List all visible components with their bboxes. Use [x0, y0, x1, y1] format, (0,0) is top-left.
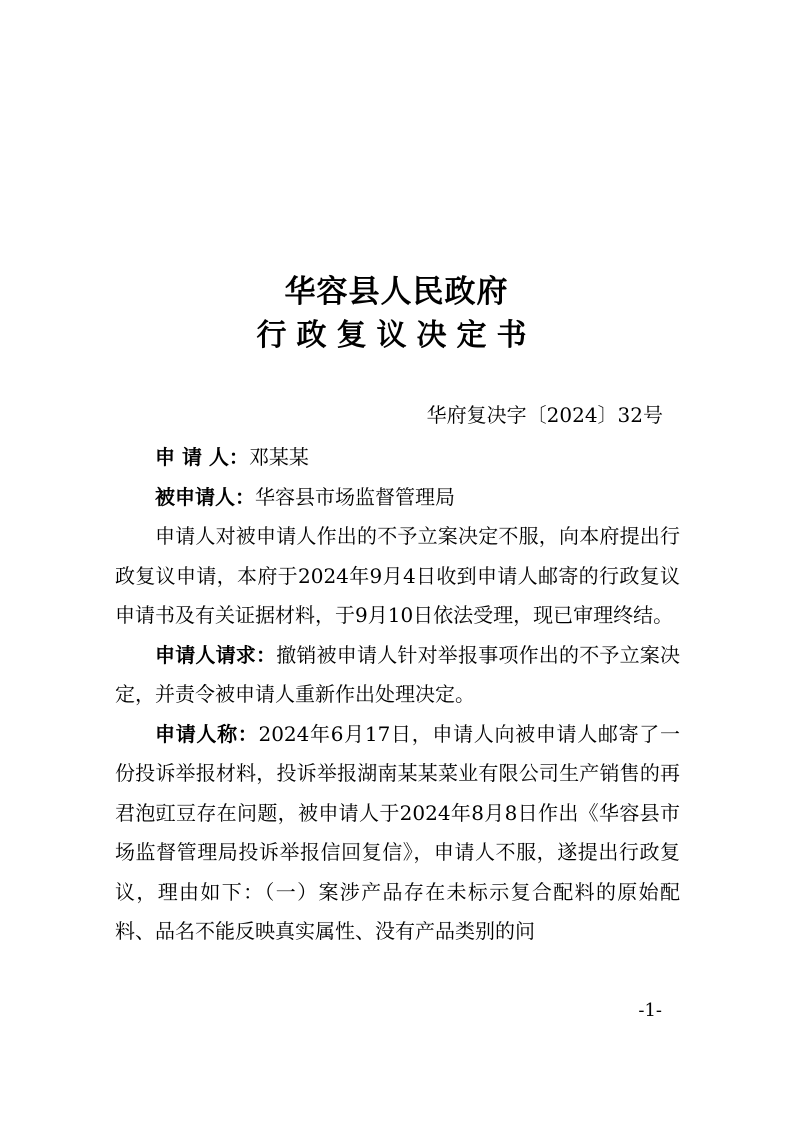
document-title-type: 行政复议决定书: [256, 318, 537, 353]
request-text: 撤销被申请人针对举报事项作出的不予立案决定，并责令被申请人重新作出处理决定。: [115, 642, 681, 706]
claim-paragraph: [115, 715, 680, 952]
applicant-label: 申 请 人：: [155, 445, 249, 469]
document-number: 华府复决字〔2024〕32号: [426, 403, 663, 427]
document-body: [115, 438, 680, 952]
request-label: 申请人请求：: [155, 642, 277, 667]
claim-label: 申请人称：: [155, 721, 259, 746]
respondent-label: 被申请人：: [155, 484, 255, 509]
applicant-name: 邓某某: [248, 445, 309, 469]
respondent-name: 华容县市场监督管理局: [255, 484, 455, 509]
respondent-line: [115, 478, 680, 518]
page-number: -1-: [638, 1000, 662, 1021]
document-title-issuer: 华容县人民政府: [284, 274, 509, 310]
claim-text: 2024年6月17日，申请人向被申请人邮寄了一份投诉举报材料，投诉举报湖南某某菜业有限公司生产销售的再君泡豇豆存在问题，被申请人于2024年8月8日作出《华容县市场监督管理局投诉举报信回复信》，申请人不服，遂提出行政复议，理由如下：（一）案涉产品存在未标示复合配料的原始配料、品名不能反映真实属性、没有产品类别的问: [115, 721, 681, 943]
applicant-line: [115, 438, 680, 478]
request-paragraph: [115, 636, 680, 715]
intro-paragraph: 申请人对被申请人作出的不予立案决定不服，向本府提出行政复议申请，本府于2024年9月4日收到申请人邮寄的行政复议申请书及有关证据材料，于9月10日依法受理，现已审理终结。: [115, 524, 680, 627]
